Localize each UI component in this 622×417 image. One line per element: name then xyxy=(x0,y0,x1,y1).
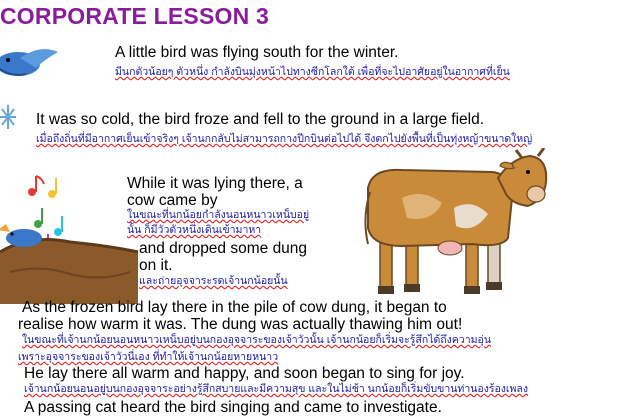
snowflake-icon xyxy=(0,102,20,132)
sentence-5-english: He lay there all warm and happy, and soon began to sing for joy. xyxy=(24,365,465,382)
sentence-3-english-d: on it. xyxy=(139,257,173,274)
sentence-1-thai: มีนกตัวน้อยๆ ตัวหนึ่ง กำลังบินมุ่งหน้าไปทางซีกโลกใต้ เพื่อที่จะไปอาศัยอยู่ในอากาศที่เย็น xyxy=(115,66,510,78)
sentence-2-thai: เมื่อถึงถิ่นที่มีอากาศเย็นเข้าจริงๆ เจ้านกกลับไม่สามารถกางปีกบินต่อไปได้ จึงตกไปยังพื้นที่เป็นทุ่งหญ้าขนาดใหญ่ xyxy=(36,133,533,145)
sentence-4-english-a: As the frozen bird lay there in the pile of cow dung, it began to xyxy=(22,299,447,316)
page-title: CORPORATE LESSON 3 xyxy=(0,3,269,29)
sentence-3-thai-c: และถ่ายอุจจาระรดเจ้านกน้อยนั้น xyxy=(139,275,288,287)
dung-pile-illustration xyxy=(0,222,140,304)
sentence-6-english: A passing cat heard the bird singing and came to investigate. xyxy=(24,399,442,416)
sentence-5-thai: เจ้านกน้อยนอนอยู่บนกองอุจจาระอย่างรู้สึกสบายและมีความสุข และในไม่ช้า นกน้อยก็เริ่มขับขานท่านองร้องเพลง xyxy=(24,383,528,395)
sentence-2-english: It was so cold, the bird froze and fell to the ground in a large field. xyxy=(36,111,485,128)
sentence-3-thai-b: นั้น ก็มีวัวตัวหนึ่งเดินเข้ามาหา xyxy=(127,224,262,236)
sentence-4-english-b: realise how warm it was. The dung was actually thawing him out! xyxy=(18,316,463,333)
sentence-3-thai-a: ในขณะที่นกน้อยกำลังนอนหนาวเหน็บอยู่ xyxy=(127,209,310,221)
sentence-3-english-b: cow came by xyxy=(127,192,218,209)
sentence-4-thai-a: ในขณะที่เจ้านกน้อยนอนหนาวเหน็บอยู่บนกองอุจจาระของเจ้าวัวนั้น เจ้านกน้อยก็เริ่มจะรู้สึกได้ถึงความอุ่น xyxy=(22,334,492,346)
sentence-3-english-c: and dropped some dung xyxy=(139,240,308,257)
sentence-1-english: A little bird was flying south for the winter. xyxy=(115,44,399,61)
sentence-4-thai-b: เพราะอุจจาระของเจ้าวัวนี่เอง ที่ทำให้เจ้านกน้อยหายหนาว xyxy=(18,351,279,363)
sentence-3-english-a: While it was lying there, a xyxy=(127,175,303,192)
cow-illustration xyxy=(362,148,552,298)
flying-bird-illustration xyxy=(0,38,60,86)
